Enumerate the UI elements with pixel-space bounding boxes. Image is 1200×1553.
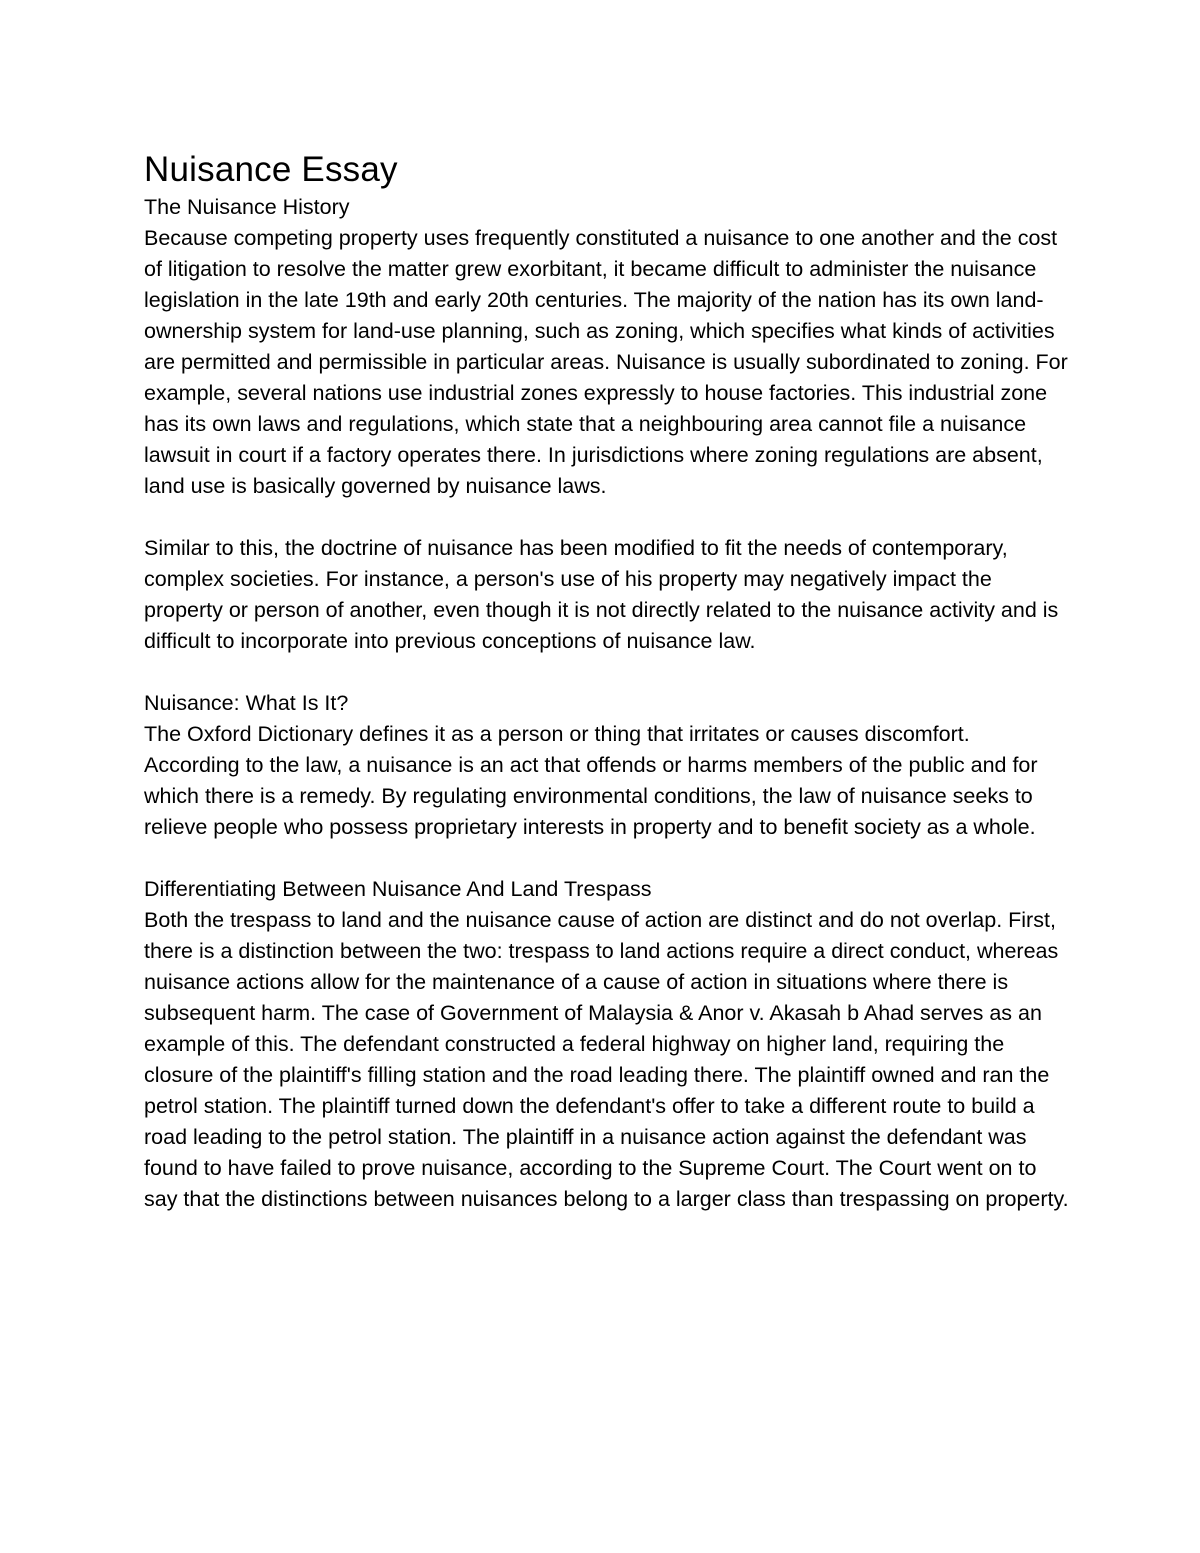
section-heading-definition: Nuisance: What Is It? (144, 691, 349, 715)
paragraph-spacer (144, 502, 1069, 533)
paragraph-trespass: Both the trespass to land and the nuisance cause of action are distinct and do not overlap. First, there is a distinction between the two: trespass to land actions require a direct conduct, whereas nuisance actions allow for the maintenance of a cause of action in situations where there is subsequent harm. The case of Government of Malaysia & Anor v. Akasah b Ahad serves as an example of this. The defendant constructed a federal highway on higher land, requiring the closure of the plaintiff's filling station and the road leading there. The plaintiff owned and ran the petrol station. The plaintiff turned down the defendant's offer to take a different route to build a road leading to the petrol station. The plaintiff in a nuisance action against the defendant was found to have failed to prove nuisance, according to the Supreme Court. The Court went on to say that the distinctions between nuisances belong to a larger class than trespassing on property. (144, 908, 1069, 1211)
document-body (144, 150, 1069, 1215)
document-title: Nuisance Essay (144, 150, 398, 189)
paragraph-history-1: Because competing property uses frequently constituted a nuisance to one another and the cost of litigation to resolve the matter grew exorbitant, it became difficult to administer the nuisance legislation in the late 19th and early 20th centuries. The majority of the nation has its own land-ownership system for land-use planning, such as zoning, which specifies what kinds of activities are permitted and permissible in particular areas. Nuisance is usually subordinated to zoning. For example, several nations use industrial zones expressly to house factories. This industrial zone has its own laws and regulations, which state that a neighbouring area cannot file a nuisance lawsuit in court if a factory operates there. In jurisdictions where zoning regulations are absent, land use is basically governed by nuisance laws. (144, 226, 1068, 498)
paragraph-spacer (144, 843, 1069, 874)
paragraph-history-2: Similar to this, the doctrine of nuisance has been modified to fit the needs of contemporary, complex societies. For instance, a person's use of his property may negatively impact the property or person of another, even though it is not directly related to the nuisance activity and is difficult to incorporate into previous conceptions of nuisance law. (144, 536, 1059, 653)
section-heading-trespass: Differentiating Between Nuisance And Land Trespass (144, 877, 652, 901)
paragraph-spacer (144, 657, 1069, 688)
section-heading-history: The Nuisance History (144, 195, 350, 219)
paragraph-definition: The Oxford Dictionary defines it as a person or thing that irritates or causes discomfort. According to the law, a nuisance is an act that offends or harms members of the public and for which there is a remedy. By regulating environmental conditions, the law of nuisance seeks to relieve people who possess proprietary interests in property and to benefit society as a whole. (144, 722, 1038, 839)
